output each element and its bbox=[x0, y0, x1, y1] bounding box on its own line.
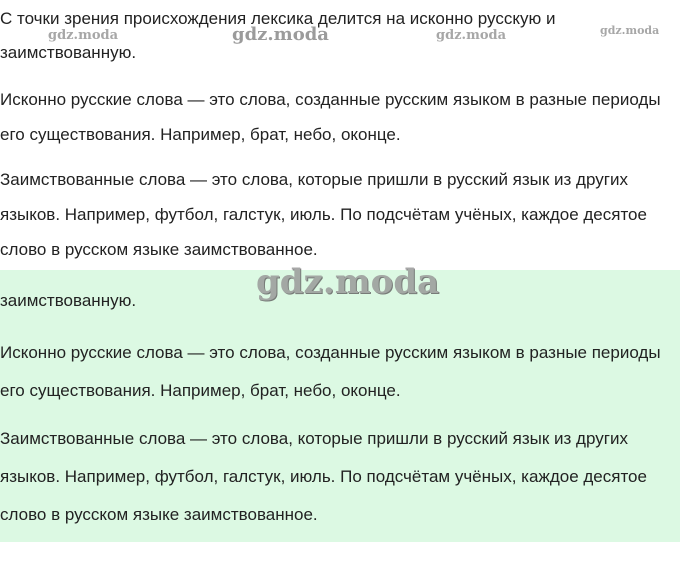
answer-paragraph-native-words: Исконно русские слова — это слова, созданные русским языком в разные периоды его существования. Например, брат, небо, оконце. bbox=[0, 343, 661, 400]
answer-paragraph-borrowed-words: Заимствованные слова — это слова, которые пришли в русский язык из других языков. Например, футбол, галстук, июль. По подсчётам учёных, каждое десятое слово в русском языке заимствованное. bbox=[0, 429, 647, 524]
paragraph-borrowed-words: Заимствованные слова — это слова, которые пришли в русский язык из других языков. Например, футбол, галстук, июль. По подсчётам учёных, каждое десятое слово в русском языке заимствованное. bbox=[0, 170, 647, 259]
watermark: gdz.moda bbox=[436, 28, 507, 43]
highlighted-answer-section bbox=[0, 270, 680, 542]
watermark-large: gdz.moda bbox=[256, 262, 440, 302]
watermark: gdz.moda bbox=[600, 24, 660, 37]
watermark: gdz.moda bbox=[232, 24, 329, 45]
paragraph-origin: С точки зрения происхождения лексика делится на исконно русскую и заимствованную. bbox=[0, 9, 556, 62]
answer-paragraph-origin-end: заимствованную. bbox=[0, 291, 137, 310]
watermark: gdz.moda bbox=[48, 28, 119, 43]
paragraph-native-words: Исконно русские слова — это слова, созданные русским языком в разные периоды его существования. Например, брат, небо, оконце. bbox=[0, 90, 661, 144]
